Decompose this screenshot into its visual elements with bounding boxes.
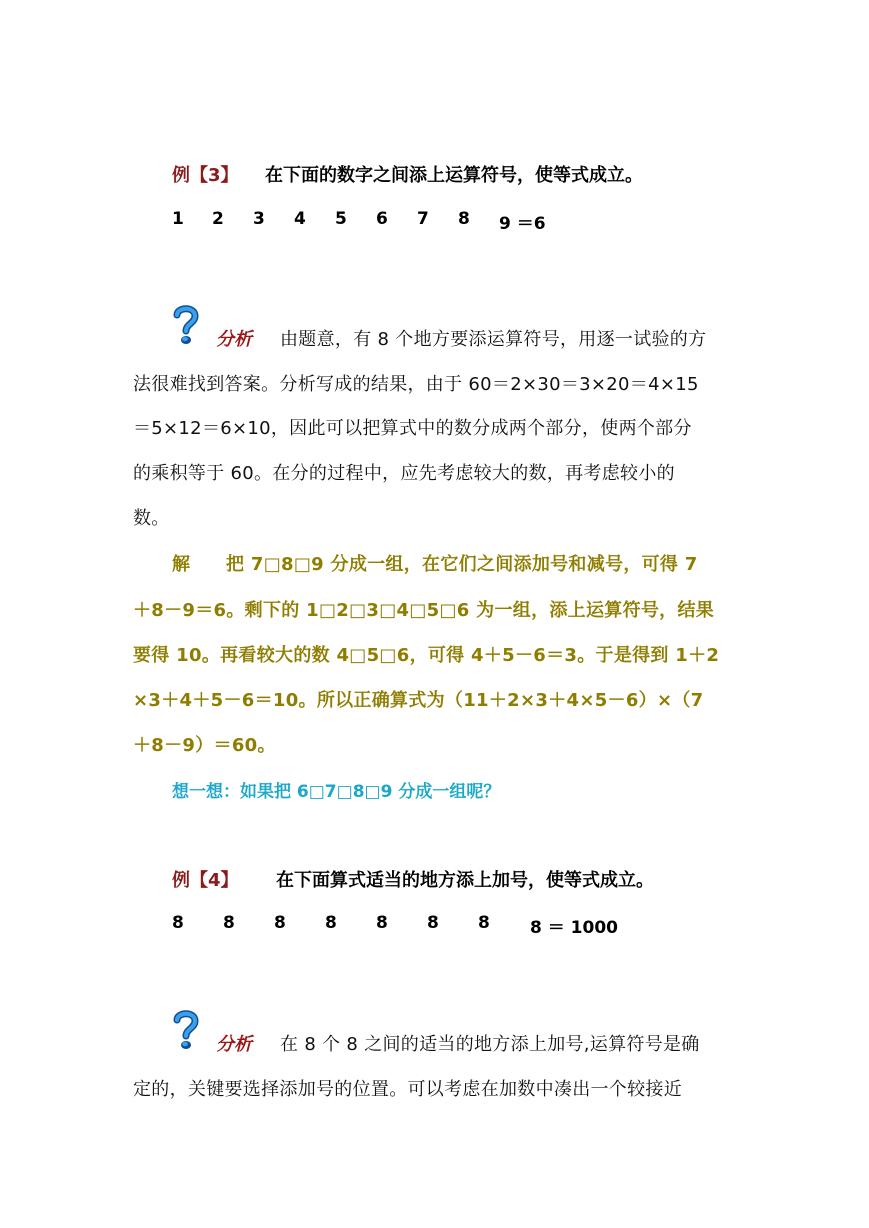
example4-label: 例【4】 (172, 870, 239, 891)
example3-solution-line: ＋8－9）＝60。 (133, 735, 276, 756)
example4-number: 8 (427, 913, 439, 933)
example4-analysis-line: 定的，关键要选择添加号的位置。可以考虑在加数中凑出一个较接近 (133, 1079, 682, 1100)
example3-number: 2 (212, 209, 224, 229)
example4-number: 8 (172, 913, 184, 933)
example3-number: 9 ＝6 (499, 214, 546, 234)
example4-number: 8 ＝ 1000 (530, 918, 618, 938)
example3-analysis-line: 数。 (133, 508, 170, 529)
example3-analysis-line: 法很难找到答案。分析写成的结果，由于 60＝2×30＝3×20＝4×15 (133, 374, 699, 395)
example3-title: 在下面的数字之间添上运算符号，使等式成立。 (265, 165, 643, 186)
example4-number: 8 (274, 913, 286, 933)
example3-solution-line: 把 7□8□9 分成一组，在它们之间添加号和减号，可得 7 (226, 554, 698, 575)
example3-number: 8 (458, 209, 470, 229)
example3-analysis-line: 由题意，有 8 个地方要添运算符号，用逐一试验的方 (280, 329, 707, 350)
example3-solution-label: 解 (172, 554, 191, 575)
question-mark-icon (172, 1010, 200, 1050)
example3-analysis-line: 的乘积等于 60。在分的过程中，应先考虑较大的数，再考虑较小的 (133, 463, 675, 484)
question-mark-icon (172, 305, 200, 345)
example4-number: 8 (478, 913, 490, 933)
example3-solution-line: ×3＋4＋5－6＝10。所以正确算式为（11＋2×3＋4×5－6）×（7 (133, 690, 704, 711)
example4-analysis-line: 在 8 个 8 之间的适当的地方添上加号,运算符号是确 (280, 1034, 700, 1055)
example3-label: 例【3】 (172, 165, 239, 186)
example3-number: 3 (253, 209, 265, 229)
example3-number: 6 (376, 209, 388, 229)
example3-analysis-label: 分析 (216, 329, 252, 350)
example4-number: 8 (376, 913, 388, 933)
example3-number: 7 (417, 209, 429, 229)
example3-analysis-line: ＝5×12＝6×10，因此可以把算式中的数分成两个部分，使两个部分 (133, 418, 692, 439)
example4-title: 在下面算式适当的地方添上加号，使等式成立。 (276, 870, 654, 891)
example4-analysis-label: 分析 (216, 1034, 252, 1055)
example4-number: 8 (223, 913, 235, 933)
example3-number: 4 (294, 209, 306, 229)
example3-number: 1 (172, 209, 184, 229)
example3-number: 5 (335, 209, 347, 229)
example3-solution-line: ＋8－9＝6。剩下的 1□2□3□4□5□6 为一组，添上运算符号，结果 (133, 600, 715, 621)
example4-number: 8 (325, 913, 337, 933)
example3-solution-line: 要得 10。再看较大的数 4□5□6，可得 4＋5－6＝3。于是得到 1＋2 (133, 645, 720, 666)
think-prompt: 想一想：如果把 6□7□8□9 分成一组呢？ (172, 782, 501, 802)
